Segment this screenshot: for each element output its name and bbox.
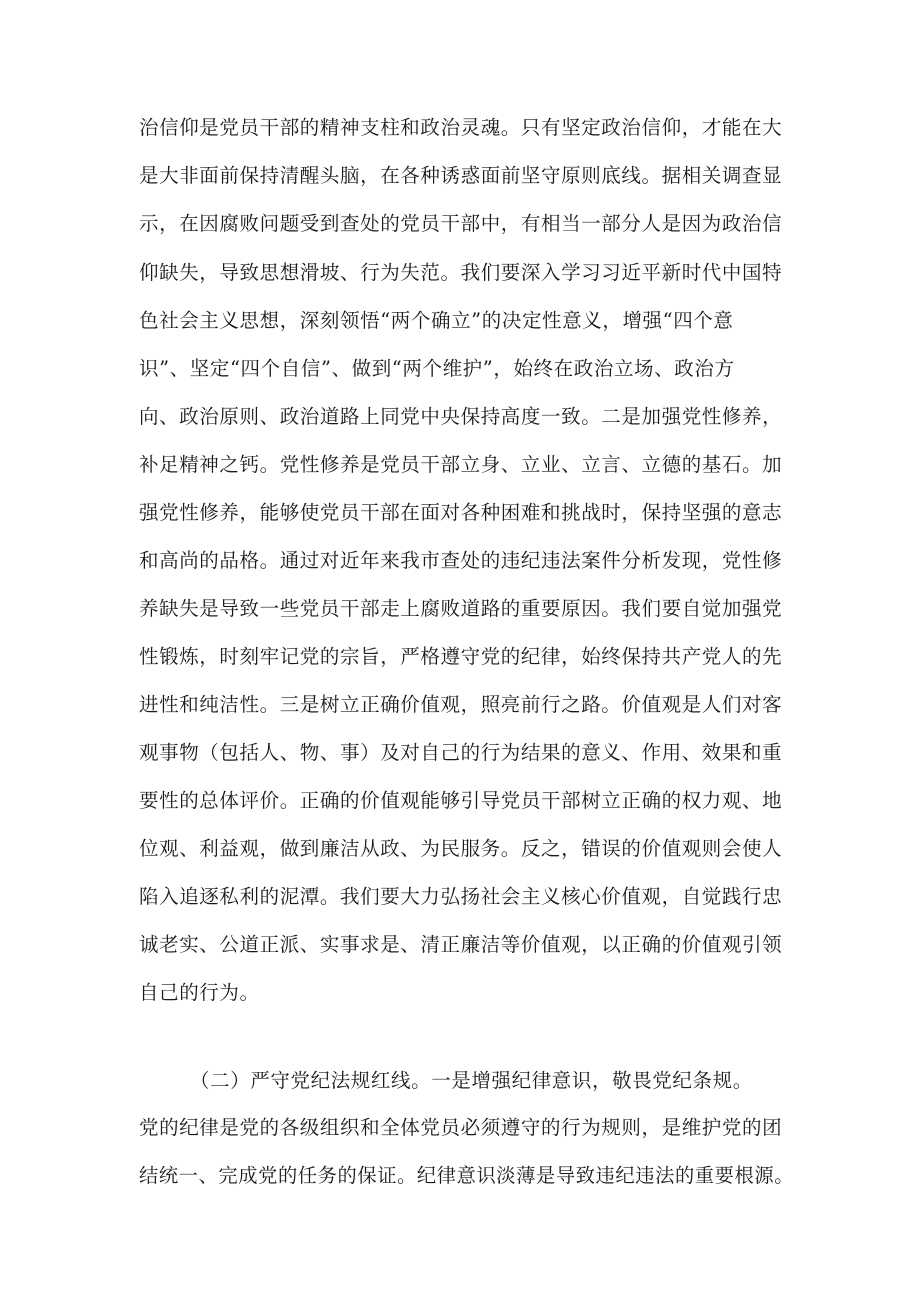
text-line: 位观、利益观，做到廉洁从政、为民服务。反之，错误的价值观则会使人 bbox=[139, 837, 783, 860]
text-line: 是大非面前保持清醒头脑，在各种诱惑面前坚守原则底线。据相关调查显 bbox=[139, 164, 783, 187]
text-line: 自己的行为。 bbox=[139, 981, 260, 1004]
text-line: 观事物（包括人、物、事）及对自己的行为结果的意义、作用、效果和重 bbox=[139, 741, 783, 764]
text-line: 强党性修养，能够使党员干部在面对各种困难和挑战时，保持坚强的意志 bbox=[139, 501, 783, 524]
text-line: 向、政治原则、政治道路上同党中央保持高度一致。二是加强党性修养， bbox=[139, 405, 783, 428]
text-line: 进性和纯洁性。三是树立正确价值观，照亮前行之路。价值观是人们对客 bbox=[139, 693, 783, 716]
text-line: 色社会主义思想，深刻领悟“两个确立”的决定性意义，增强“四个意 bbox=[139, 309, 734, 332]
text-line: 示，在因腐败问题受到查处的党员干部中，有相当一部分人是因为政治信 bbox=[139, 212, 783, 235]
text-line: 要性的总体评价。正确的价值观能够引导党员干部树立正确的权力观、地 bbox=[139, 789, 783, 812]
text-line: 识”、坚定“四个自信”、做到“两个维护”，始终在政治立场、政治方 bbox=[139, 357, 735, 380]
text-line: 和高尚的品格。通过对近年来我市查处的违纪违法案件分析发现，党性修 bbox=[139, 549, 783, 572]
text-line: 养缺失是导致一些党员干部走上腐败道路的重要原因。我们要自觉加强党 bbox=[139, 597, 783, 620]
section-heading-line: （二）严守党纪法规红线。一是增强纪律意识，敬畏党纪条规。 bbox=[190, 1069, 753, 1092]
text-line: 党的纪律是党的各级组织和全体党员必须遵守的行为规则，是维护党的团 bbox=[139, 1116, 783, 1139]
text-line: 陷入追逐私利的泥潭。我们要大力弘扬社会主义核心价值观，自觉践行忠 bbox=[139, 885, 783, 908]
text-line: 结统一、完成党的任务的保证。纪律意识淡薄是导致违纪违法的重要根源。 bbox=[139, 1164, 795, 1187]
text-line: 诚老实、公道正派、实事求是、清正廉洁等价值观，以正确的价值观引领 bbox=[139, 933, 783, 956]
text-line: 性锻炼，时刻牢记党的宗旨，严格遵守党的纪律，始终保持共产党人的先 bbox=[139, 645, 783, 668]
text-line: 补足精神之钙。党性修养是党员干部立身、立业、立言、立德的基石。加 bbox=[139, 453, 783, 476]
text-line: 仰缺失，导致思想滑坡、行为失范。我们要深入学习习近平新时代中国特 bbox=[139, 261, 783, 284]
text-line: 治信仰是党员干部的精神支柱和政治灵魂。只有坚定政治信仰，才能在大 bbox=[139, 116, 783, 139]
